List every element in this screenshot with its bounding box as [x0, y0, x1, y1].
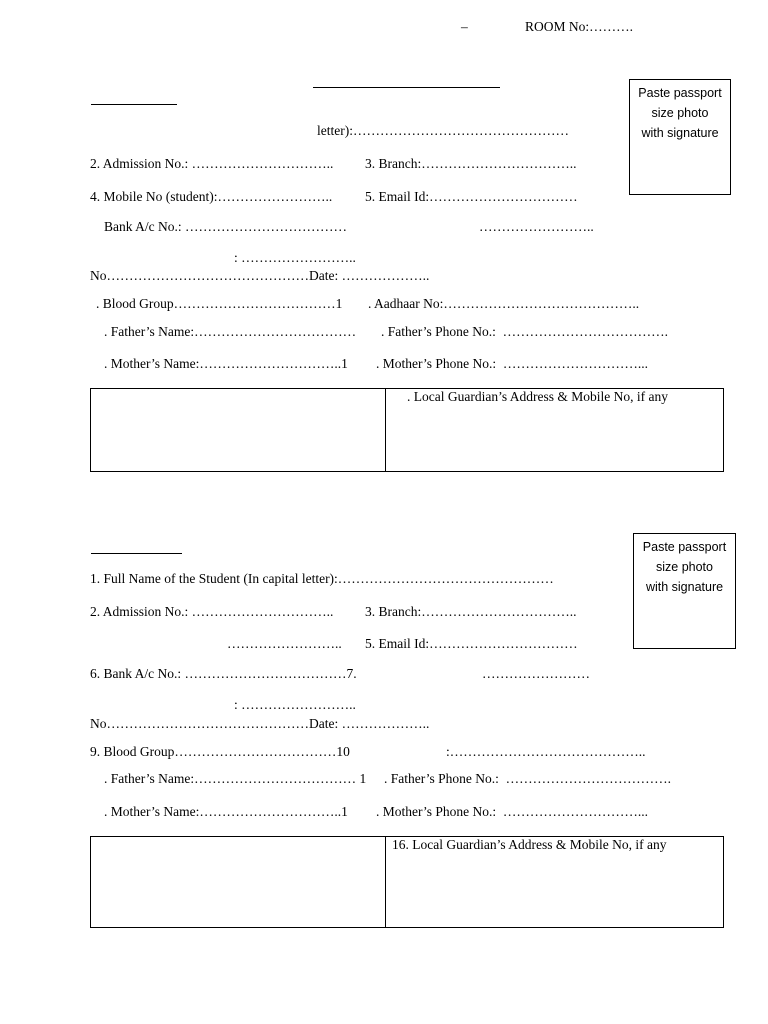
guardian-box-left-cell[interactable] — [91, 389, 386, 471]
header-dash: – — [461, 19, 468, 34]
guardian-box — [90, 388, 724, 472]
photo-box-line: size photo — [651, 106, 709, 120]
colon-field[interactable]: : …………………….. — [234, 697, 356, 712]
bank-account-field[interactable]: 6. Bank A/c No.: ………………………………7. — [90, 666, 357, 681]
email-field[interactable]: 5. Email Id:…………………………… — [365, 189, 578, 204]
guardian-box-left-cell[interactable] — [91, 837, 386, 927]
father-name-field[interactable]: . Father’s Name:……………………………… — [104, 324, 357, 339]
mother-name-field[interactable]: . Mother’s Name:…………………………..1 — [104, 804, 348, 819]
blood-group-field[interactable]: 9. Blood Group………………………………10 — [90, 744, 350, 759]
mother-name-field[interactable]: . Mother’s Name:…………………………..1 — [104, 356, 348, 371]
aadhaar-field[interactable]: :…………………………………….. — [446, 744, 646, 759]
mobile-no-field[interactable]: 4. Mobile No (student):…………………….. — [90, 189, 333, 204]
guardian-label: 16. Local Guardian’s Address & Mobile No, if any — [392, 837, 667, 852]
mobile-no-field[interactable]: …………………….. — [227, 636, 342, 651]
section-underline — [91, 104, 177, 105]
photo-box-line: Paste passport — [638, 86, 722, 100]
photo-box-line: with signature — [645, 580, 724, 594]
blood-group-field[interactable]: . Blood Group………………………………1 — [96, 296, 343, 311]
email-field[interactable]: 5. Email Id:…………………………… — [365, 636, 578, 651]
guardian-label: . Local Guardian’s Address & Mobile No, if any — [407, 389, 668, 404]
father-phone-field[interactable]: . Father’s Phone No.: ………………………………. — [384, 771, 671, 786]
photo-box-line: size photo — [656, 560, 713, 574]
no-date-field[interactable]: No………………………………………Date: ……………….. — [90, 268, 430, 283]
bank-account-field[interactable]: Bank A/c No.: ……………………………… — [104, 219, 347, 234]
title-underline — [313, 87, 500, 88]
photo-box-line: with signature — [641, 126, 719, 140]
photo-box-line: Paste passport — [642, 540, 727, 554]
room-no-field[interactable]: ROOM No:………. — [525, 19, 634, 34]
colon-field[interactable]: : …………………….. — [234, 250, 356, 265]
photo-box — [633, 533, 736, 649]
admission-no-field[interactable]: 2. Admission No.: ………………………….. — [90, 604, 334, 619]
father-phone-field[interactable]: . Father’s Phone No.: ………………………………. — [381, 324, 668, 339]
photo-box — [629, 79, 731, 195]
mother-phone-field[interactable]: . Mother’s Phone No.: …………………………... — [376, 356, 648, 371]
section-underline — [91, 553, 182, 554]
branch-field[interactable]: 3. Branch:…………………………….. — [365, 156, 577, 171]
bank-right-field[interactable]: …………………….. — [479, 219, 594, 234]
admission-no-field[interactable]: 2. Admission No.: ………………………….. — [90, 156, 334, 171]
full-name-field[interactable]: 1. Full Name of the Student (In capital letter):………………………………………… — [90, 571, 554, 586]
father-name-field[interactable]: . Father’s Name:……………………………… 1 — [104, 771, 367, 786]
mother-phone-field[interactable]: . Mother’s Phone No.: …………………………... — [376, 804, 648, 819]
aadhaar-field[interactable]: . Aadhaar No:…………………………………….. — [368, 296, 640, 311]
branch-field[interactable]: 3. Branch:…………………………….. — [365, 604, 577, 619]
no-date-field[interactable]: No………………………………………Date: ……………….. — [90, 716, 430, 731]
student-name-field[interactable]: letter):………………………………………… — [317, 123, 569, 138]
guardian-box — [90, 836, 724, 928]
bank-right-field[interactable]: …………………… — [482, 666, 590, 681]
